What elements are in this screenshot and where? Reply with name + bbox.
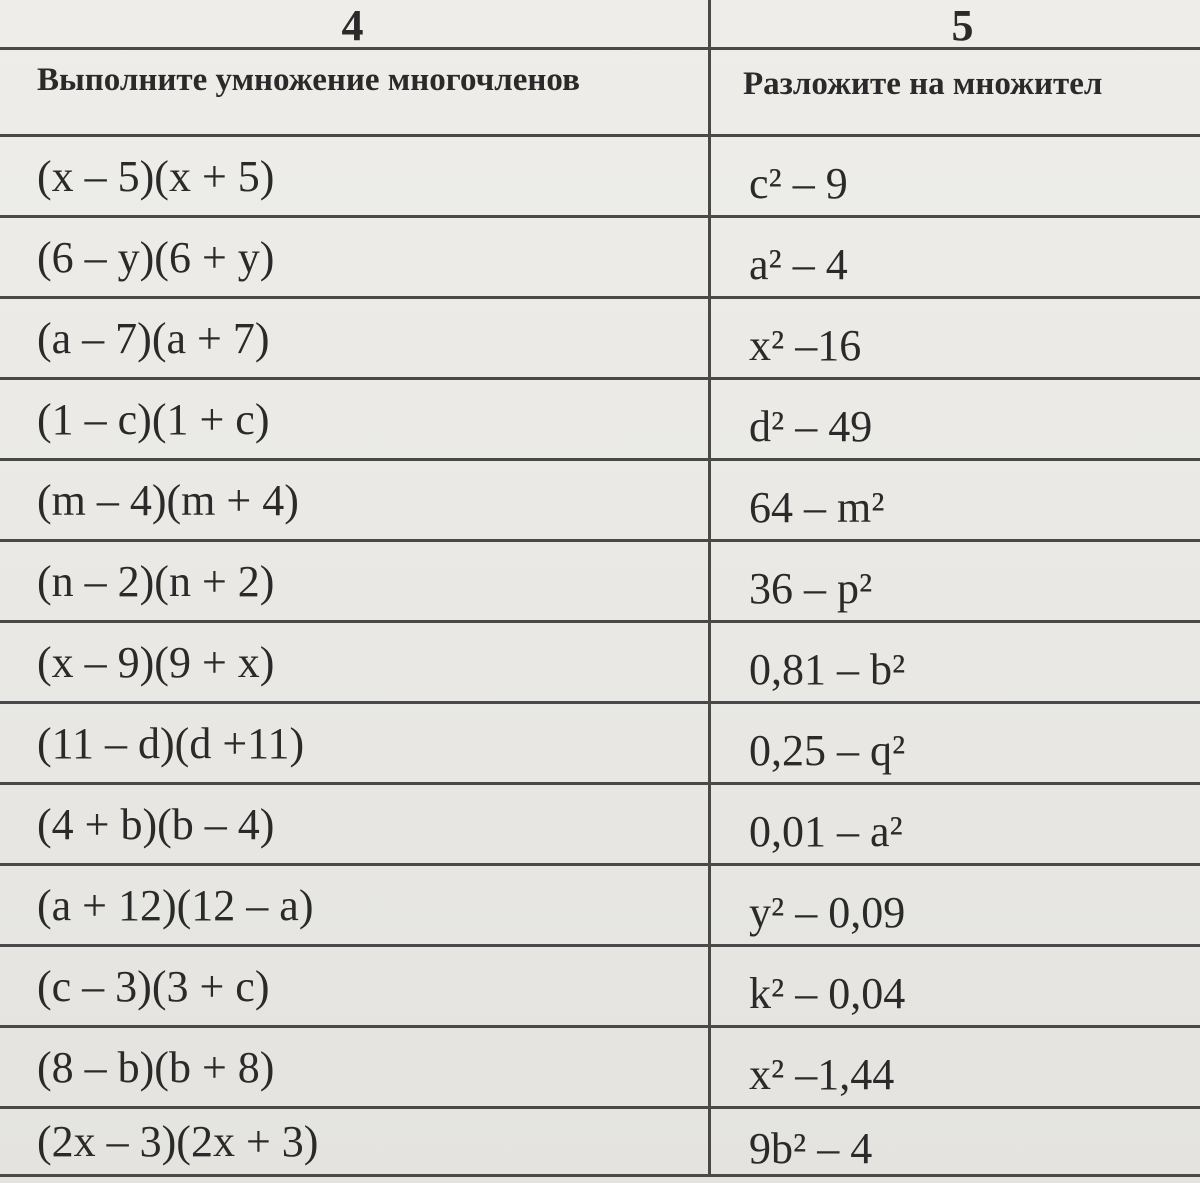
multiply-cell <box>0 379 710 460</box>
factor-cell <box>710 622 1200 703</box>
column-4-header-cell <box>0 49 710 136</box>
factor-cell <box>710 136 1200 217</box>
multiply-expression: (4 + b)(b – 4) <box>37 799 275 849</box>
factor-cell <box>710 1108 1200 1176</box>
column-4-number: 4 <box>341 1 364 49</box>
factor-expression: 36 – p² <box>749 563 873 613</box>
factor-cell <box>710 460 1200 541</box>
factor-expression: 0,81 – b² <box>749 644 906 694</box>
factor-expression: y² – 0,09 <box>749 887 906 937</box>
table-row <box>0 784 1200 865</box>
multiply-cell <box>0 1108 710 1176</box>
table-row <box>0 541 1200 622</box>
column-5-header: Разложите на множител <box>743 66 1103 102</box>
multiply-expression: (2x – 3)(2x + 3) <box>37 1117 319 1166</box>
multiply-cell <box>0 217 710 298</box>
column-4-header: Выполните умножение многочленов <box>37 62 580 98</box>
table-row <box>0 298 1200 379</box>
table-row <box>0 703 1200 784</box>
multiply-cell <box>0 703 710 784</box>
multiply-cell <box>0 541 710 622</box>
multiply-cell <box>0 136 710 217</box>
factor-cell <box>710 703 1200 784</box>
factor-cell <box>710 784 1200 865</box>
multiply-expression: (11 – d)(d +11) <box>37 718 305 768</box>
multiply-cell <box>0 298 710 379</box>
factor-expression: k² – 0,04 <box>749 968 906 1018</box>
factor-expression: 64 – m² <box>749 482 885 532</box>
factor-expression: x² –16 <box>749 320 862 370</box>
multiply-expression: (c – 3)(3 + c) <box>37 961 270 1011</box>
factor-cell <box>710 946 1200 1027</box>
multiply-cell <box>0 946 710 1027</box>
table-row <box>0 865 1200 946</box>
column-header-row <box>0 49 1200 136</box>
multiply-expression: (8 – b)(b + 8) <box>37 1042 275 1092</box>
factor-expression: d² – 49 <box>749 401 873 451</box>
multiply-expression: (1 – c)(1 + c) <box>37 394 270 444</box>
multiply-cell <box>0 1027 710 1108</box>
factor-expression: a² – 4 <box>749 239 848 289</box>
factor-expression: x² –1,44 <box>749 1049 895 1099</box>
multiply-expression: (x – 5)(x + 5) <box>37 151 275 201</box>
column-5-number-cell <box>710 0 1200 49</box>
table-row <box>0 136 1200 217</box>
multiply-cell <box>0 622 710 703</box>
factor-cell <box>710 865 1200 946</box>
multiply-cell <box>0 865 710 946</box>
table-row <box>0 217 1200 298</box>
multiply-expression: (6 – y)(6 + y) <box>37 232 275 282</box>
factor-expression: 0,01 – a² <box>749 806 903 856</box>
factor-cell <box>710 298 1200 379</box>
multiply-expression: (x – 9)(9 + x) <box>37 637 275 687</box>
multiply-expression: (a + 12)(12 – a) <box>37 880 314 930</box>
factor-cell <box>710 217 1200 298</box>
table-row <box>0 1027 1200 1108</box>
factor-cell <box>710 1027 1200 1108</box>
table-row <box>0 946 1200 1027</box>
column-5-header-cell <box>710 49 1200 136</box>
column-5-number: 5 <box>951 1 974 49</box>
table-row <box>0 622 1200 703</box>
multiply-expression: (m – 4)(m + 4) <box>37 475 299 525</box>
multiply-cell <box>0 784 710 865</box>
factor-expression: 9b² – 4 <box>749 1124 873 1173</box>
table-row <box>0 1108 1200 1176</box>
column-number-row <box>0 0 1200 49</box>
factor-expression: 0,25 – q² <box>749 725 906 775</box>
multiply-cell <box>0 460 710 541</box>
column-4-number-cell <box>0 0 710 49</box>
multiply-expression: (a – 7)(a + 7) <box>37 313 270 363</box>
table-row <box>0 460 1200 541</box>
multiply-expression: (n – 2)(n + 2) <box>37 556 275 606</box>
factor-cell <box>710 541 1200 622</box>
factor-expression: c² – 9 <box>749 158 848 208</box>
factor-cell <box>710 379 1200 460</box>
table-row <box>0 379 1200 460</box>
